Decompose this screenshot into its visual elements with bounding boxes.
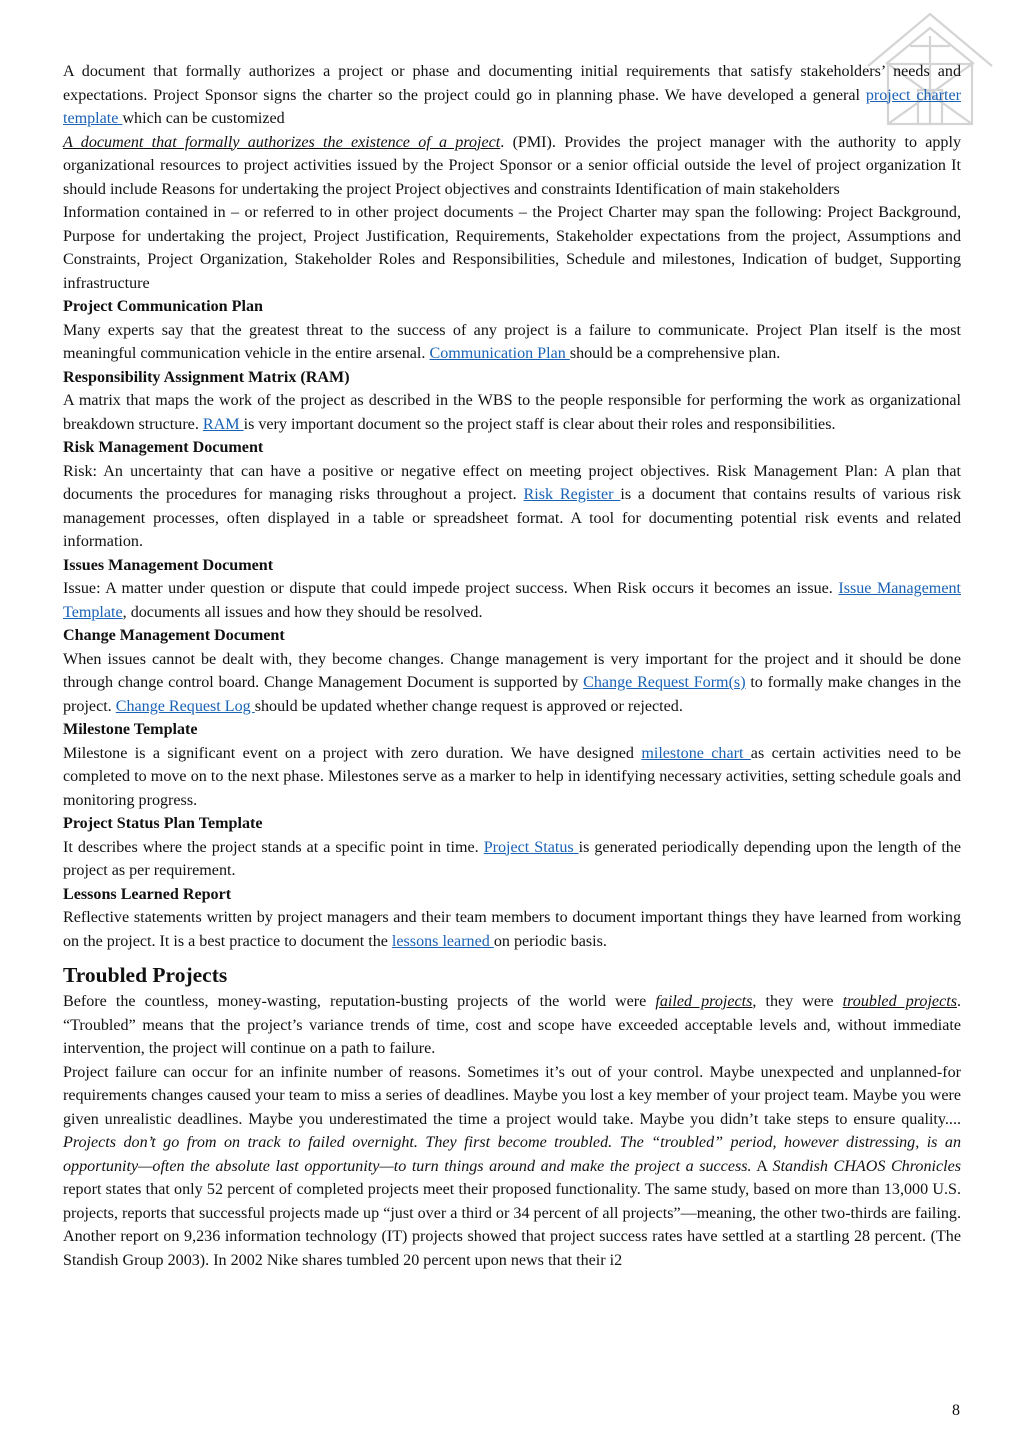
heading-milestone-template: Milestone Template [63,721,198,738]
charter-paragraph-2: A document that formally authorizes the existence of a project. (PMI). Provides the project manager with the authority to apply organizational resources to project activities issued by the Project Sponsor or a senior official outside the level of project organization It should include Reasons for undertaking the project Project objectives and constraints Identification of main stakeholders [63,133,962,198]
project-status-link[interactable]: Project Status [483,838,579,856]
heading-change-management: Change Management Document [63,627,285,644]
heading-troubled-projects: Troubled Projects [63,963,228,987]
milestone-paragraph: Milestone is a significant event on a project with zero duration. We have designed milestone chart as certain activities need to be completed to move on to the next phase. Milestones serve as a marker to help in identifying necessary activities, setting schedule goals and monitoring progress. [63,744,961,809]
heading-ram: Responsibility Assignment Matrix (RAM) [63,368,350,386]
troubled-paragraph-1: Before the countless, money-wasting, reputation-busting projects of the world were failed projects, they were troubled projects. “Troubled” means that the project’s variance trends of time, cost and scope have exceeded acceptable levels and, without immediate intervention, the project will continue on a path to failure. [63,993,961,1057]
document-body [63,60,961,1272]
page-number: 8 [952,1402,960,1419]
heading-lessons-learned: Lessons Learned Report [63,885,232,903]
change-request-log-link[interactable]: Change Request Log [115,697,255,715]
lessons-paragraph: Reflective statements written by project managers and their team members to document important things they have learned from working on the project. It is a best practice to document the lessons learned on periodic basis. [63,909,961,950]
change-request-form-link[interactable]: Change Request Form(s) [583,674,746,691]
status-paragraph: It describes where the project stands at a specific point in time. Project Status is generated periodically depending upon the length of the project as per requirement. [63,838,961,879]
issues-paragraph: Issue: A matter under question or dispute that could impede project success. When Risk occurs it becomes an issue. Issue Management Template, documents all issues and how they should be resolved. [63,580,961,621]
communication-plan-link[interactable]: Communication Plan [429,345,570,362]
ram-link[interactable]: RAM [202,415,244,433]
heading-issues-management: Issues Management Document [63,556,274,574]
communication-paragraph: Many experts say that the greatest threat to the success of any project is a failure to communicate. Project Plan itself is the most meaningful communication vehicle in the entire arsenal. Communication Plan should be a comprehensive plan. [63,321,961,362]
project-charter-template-link[interactable]: project charter template [63,86,961,127]
heading-communication-plan: Project Communication Plan [63,298,263,315]
charter-paragraph-1: A document that formally authorizes a project or phase and documenting initial requirements that satisfy stakeholders’ needs and expectations. Project Sponsor signs the charter so the project could go in planning phase. We have developed a general project charter template which can be customized [63,63,961,127]
charter-paragraph-3: Information contained in – or referred to in other project documents – the Project Charter may span the following: Project Background, Purpose for undertaking the project, Project Justification, Requirements, Stakeholder expectations from the project, Assumptions and Constraints, Project Organization, Stakeholder Roles and Responsibilities, Schedule and milestones, Indication of budget, Supporting infrastructure [63,204,961,292]
heading-project-status: Project Status Plan Template [63,815,263,832]
heading-risk-management: Risk Management Document [63,439,264,456]
risk-register-link[interactable]: Risk Register [523,486,621,503]
milestone-chart-link[interactable]: milestone chart [641,744,751,762]
change-paragraph: When issues cannot be dealt with, they become changes. Change management is very important for the project and it should be done through change control board. Change Management Document is supported by Change Request Form(s) to formally make changes in the project. Change Request Log should be updated whether change request is approved or rejected. [63,650,961,715]
risk-paragraph: Risk: An uncertainty that can have a positive or negative effect on meeting project objectives. Risk Management Plan: A plan that documents the procedures for managing risks throughout a project. Risk Register is a document that contains results of various risk management processes, often displayed in a table or spreadsheet format. A tool for documenting potential risk events and related information. [63,462,961,550]
issue-management-template-link[interactable]: Issue Management Template [63,580,961,621]
lessons-learned-link[interactable]: lessons learned [391,932,494,950]
ram-paragraph: A matrix that maps the work of the project as described in the WBS to the people responsible for performing the work as organizational breakdown structure. RAM is very important document so the project staff is clear about their roles and responsibilities. [63,392,961,433]
troubled-paragraph-2: Project failure can occur for an infinite number of reasons. Sometimes it’s out of your control. Maybe unexpected and unplanned-for requirements changes caused your team to miss a series of deadlines. Maybe you lost a key member of your project team. Maybe you were given unrealistic deadlines. Maybe you underestimated the time a project would take. Maybe you didn’t take steps to ensure quality.... Projects don’t go from on track to failed overnight. They first become troubled. The “troubled” period, however distressing, is an opportunity—often the absolute last opportunity—to turn things around and make the project a success. A Standish CHAOS Chronicles report states that only 52 percent of completed projects meet their proposed functionality. The same study, based on more than 13,000 U.S. projects, reports that successful projects made up “just over a third or 34 percent of all projects”—meaning, the other two-thirds are failing. Another report on 9,236 information technology (IT) projects showed that project success rates have settled at a startling 28 percent. (The Standish Group 2003). In 2002 Nike shares tumbled 20 percent upon news that their i2 [63,1063,961,1269]
